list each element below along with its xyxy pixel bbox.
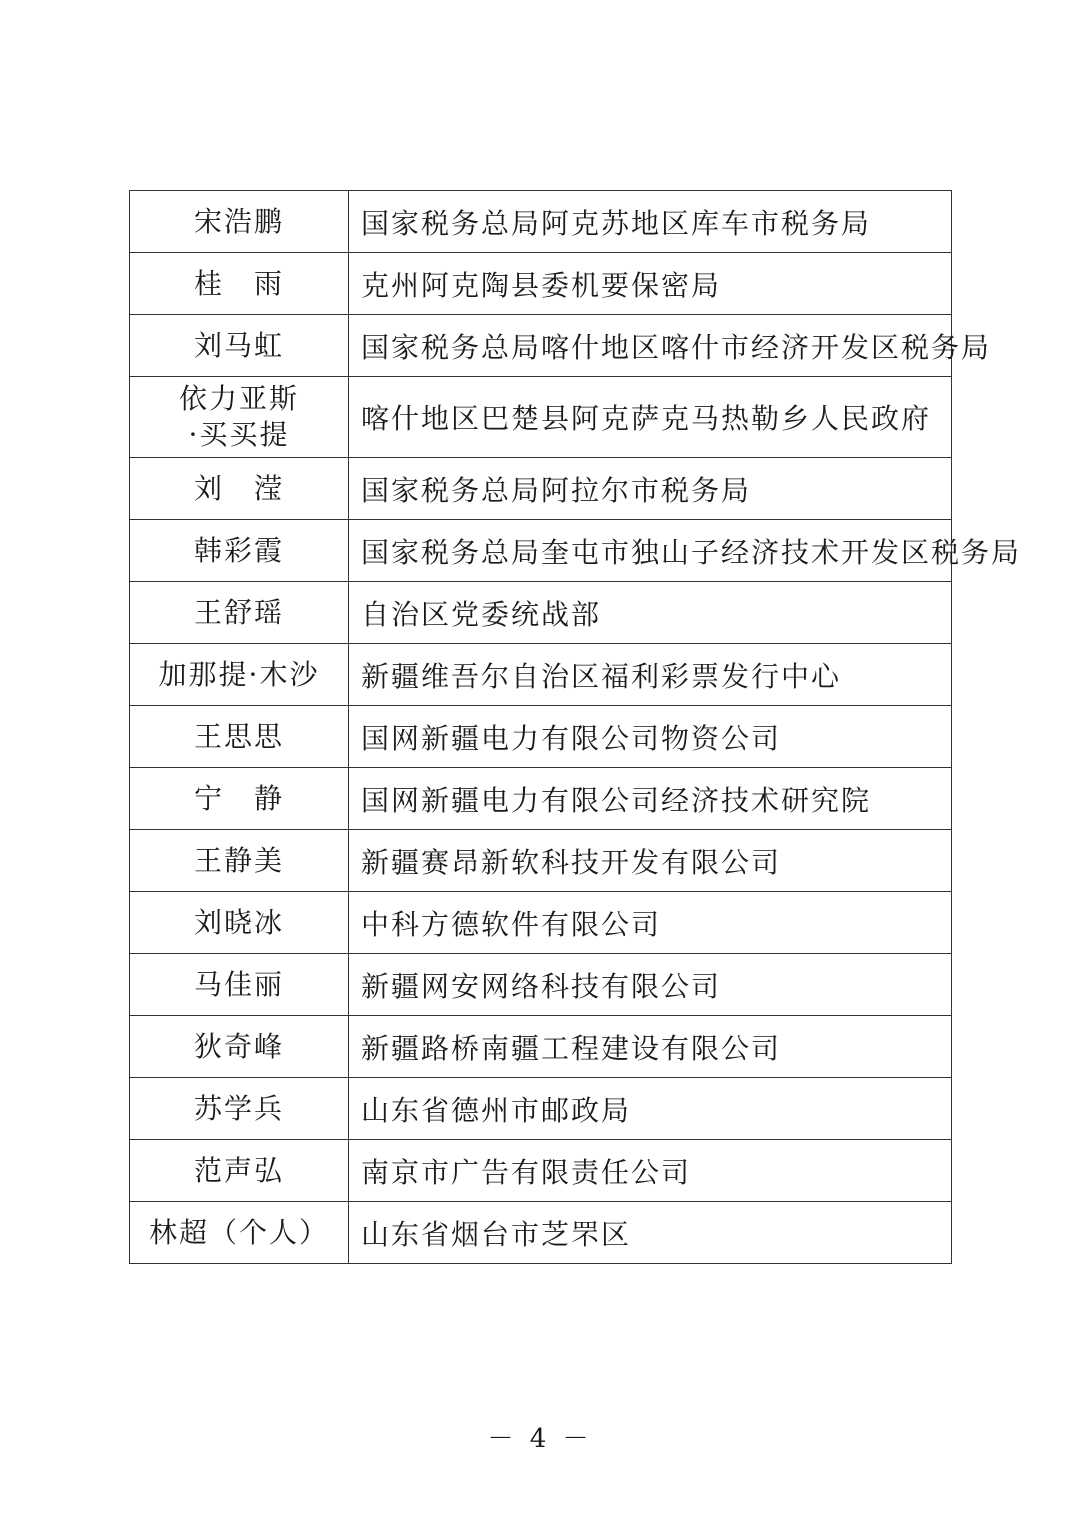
person-name-cell	[130, 1078, 349, 1140]
organization-name: 国家税务总局喀什地区喀什市经济开发区税务局	[361, 330, 992, 364]
organization-cell	[349, 191, 952, 253]
organization-name: 国家税务总局阿拉尔市税务局	[361, 473, 752, 507]
person-name: 依力亚斯 ·买买提	[178, 382, 299, 451]
person-name-cell	[130, 520, 349, 582]
person-name-cell	[130, 315, 349, 377]
person-name-cell	[130, 1202, 349, 1264]
person-name-cell	[130, 1016, 349, 1078]
person-name: 狄奇峰	[193, 1029, 284, 1063]
person-name-cell	[130, 830, 349, 892]
organization-cell	[349, 520, 1022, 582]
roster-table	[129, 190, 1022, 1264]
organization-cell	[349, 1016, 952, 1078]
organization-cell	[349, 954, 952, 1016]
organization-cell	[349, 706, 952, 768]
person-name: 加那提·木沙	[158, 657, 320, 691]
organization-cell	[349, 1078, 952, 1140]
person-name: 刘马虹	[193, 328, 284, 362]
organization-cell	[349, 830, 952, 892]
person-name-cell	[130, 1140, 349, 1202]
person-name: 马佳丽	[193, 967, 284, 1001]
table-row	[130, 520, 952, 582]
person-name: 王思思	[193, 719, 284, 753]
organization-name: 新疆赛昂新软科技开发有限公司	[361, 845, 782, 879]
table-row	[130, 1078, 952, 1140]
person-name-cell	[130, 892, 349, 954]
table-row	[130, 1202, 952, 1264]
person-name: 苏学兵	[193, 1091, 284, 1125]
organization-cell	[349, 253, 952, 315]
table-row	[130, 1140, 952, 1202]
person-name: 桂 雨	[193, 266, 284, 300]
person-name: 王静美	[193, 843, 284, 877]
organization-cell	[349, 582, 952, 644]
person-name-cell	[130, 253, 349, 315]
organization-name: 国家税务总局奎屯市独山子经济技术开发区税务局	[361, 535, 1022, 569]
person-name-cell	[130, 458, 349, 520]
organization-name: 克州阿克陶县委机要保密局	[361, 268, 722, 302]
organization-cell	[349, 1140, 952, 1202]
organization-cell	[349, 768, 952, 830]
table-row	[130, 458, 952, 520]
person-name-cell	[130, 582, 349, 644]
person-name: 刘晓冰	[193, 905, 284, 939]
person-name: 范声弘	[193, 1153, 284, 1187]
table-row	[130, 644, 952, 706]
person-name: 宋浩鹏	[193, 204, 284, 238]
person-name-cell	[130, 377, 349, 458]
person-name: 王舒瑶	[193, 595, 284, 629]
table-row	[130, 377, 952, 458]
organization-cell	[349, 1202, 952, 1264]
table-row	[130, 954, 952, 1016]
table-row	[130, 1016, 952, 1078]
organization-name: 喀什地区巴楚县阿克萨克马热勒乡人民政府	[361, 402, 932, 435]
organization-name: 中科方德软件有限公司	[361, 907, 662, 941]
table-row	[130, 892, 952, 954]
person-name: 刘 滢	[193, 471, 284, 505]
organization-name: 自治区党委统战部	[361, 597, 602, 631]
organization-name: 国网新疆电力有限公司物资公司	[361, 721, 782, 755]
organization-name: 新疆路桥南疆工程建设有限公司	[361, 1031, 782, 1065]
organization-name: 南京市广告有限责任公司	[361, 1155, 692, 1189]
organization-cell	[349, 458, 952, 520]
person-name-cell	[130, 706, 349, 768]
organization-name: 新疆网安网络科技有限公司	[361, 969, 722, 1003]
page-number: － 4 －	[487, 1424, 593, 1454]
organization-name: 新疆维吾尔自治区福利彩票发行中心	[361, 659, 842, 693]
organization-name: 山东省烟台市芝罘区	[361, 1217, 632, 1251]
table-row	[130, 191, 952, 253]
organization-name: 国网新疆电力有限公司经济技术研究院	[361, 783, 872, 817]
person-name-cell	[130, 768, 349, 830]
person-name: 韩彩霞	[193, 533, 284, 567]
organization-cell	[349, 892, 952, 954]
person-name: 宁 静	[193, 781, 284, 815]
organization-cell	[349, 644, 952, 706]
organization-cell	[349, 377, 952, 458]
organization-name: 国家税务总局阿克苏地区库车市税务局	[361, 206, 872, 240]
person-name-cell	[130, 644, 349, 706]
person-name-cell	[130, 191, 349, 253]
person-name-cell	[130, 954, 349, 1016]
table-row	[130, 253, 952, 315]
organization-name: 山东省德州市邮政局	[361, 1093, 632, 1127]
table-row	[130, 768, 952, 830]
table-row	[130, 830, 952, 892]
table-row	[130, 706, 952, 768]
organization-cell	[349, 315, 992, 377]
roster-table-body	[130, 191, 1022, 1264]
table-row	[130, 315, 952, 377]
table-row	[130, 582, 952, 644]
person-name: 林超（个人）	[148, 1215, 329, 1249]
